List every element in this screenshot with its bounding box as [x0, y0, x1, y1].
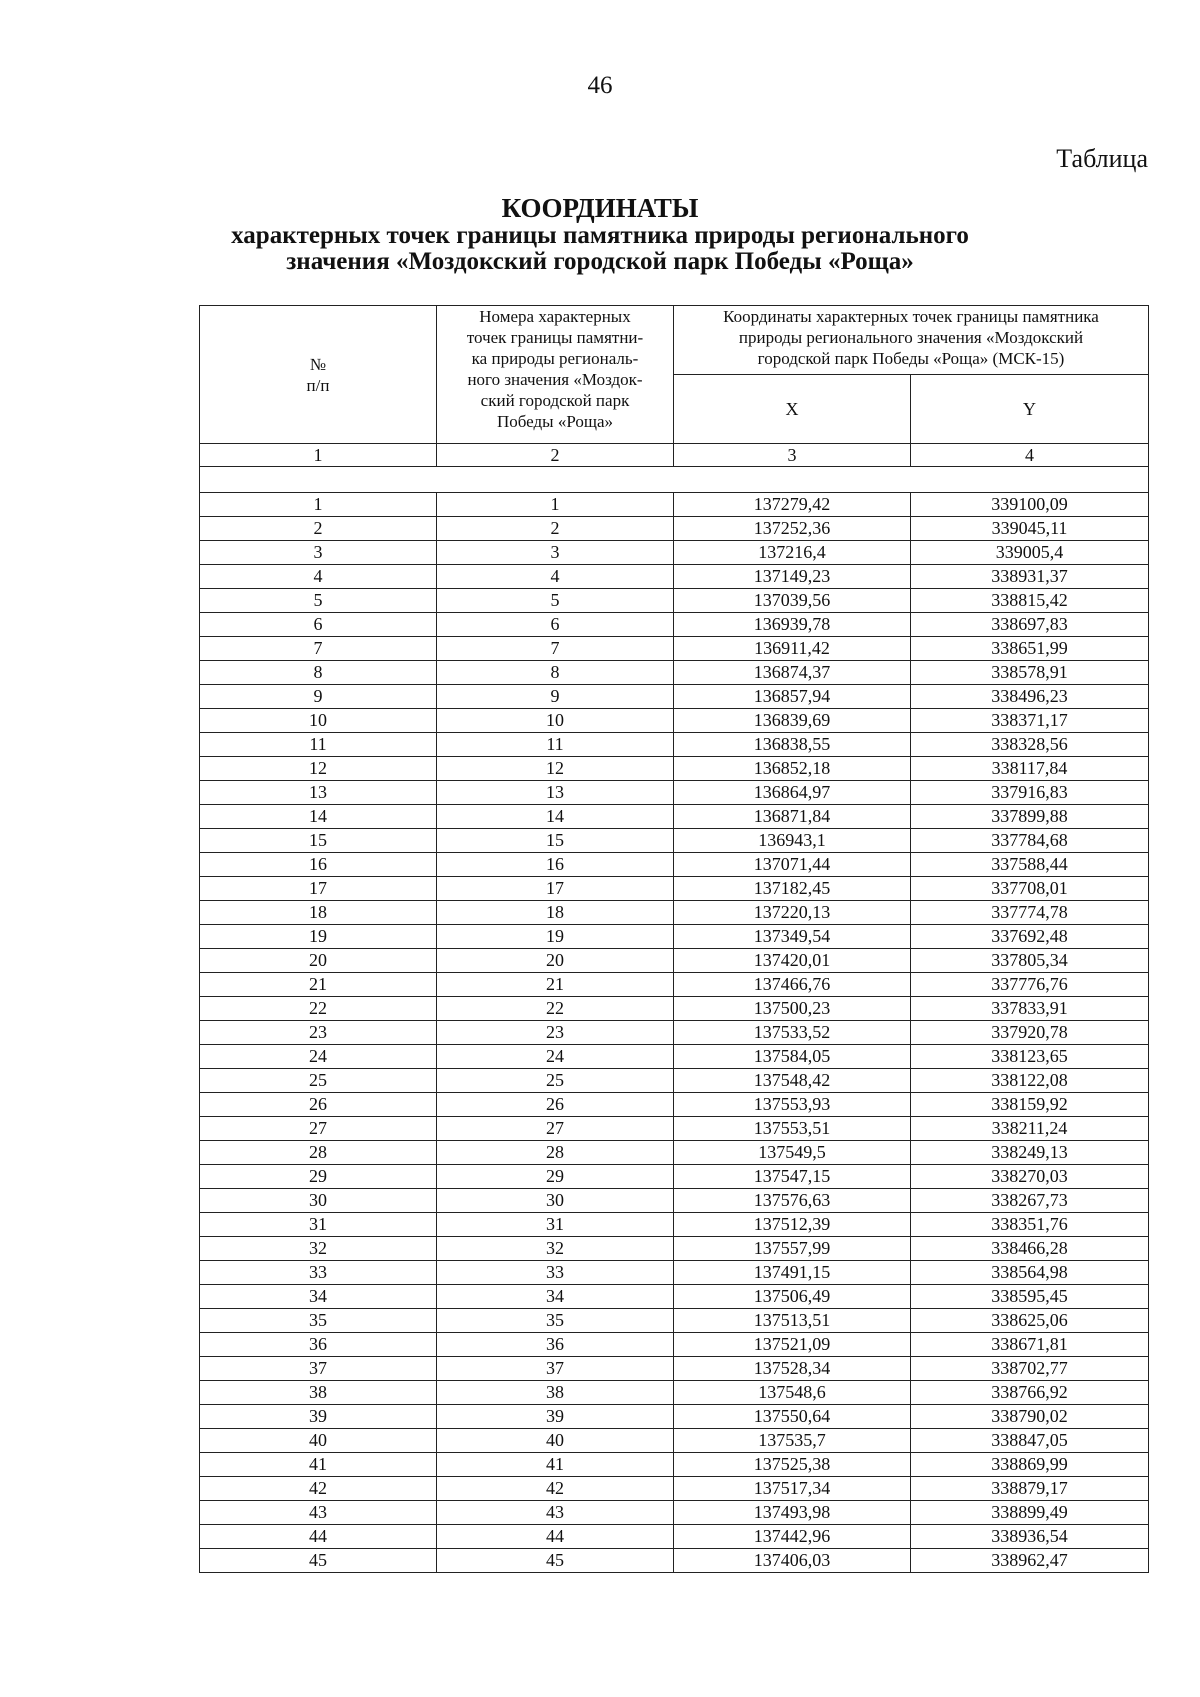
table-row	[200, 1141, 1149, 1165]
table-row	[200, 1477, 1149, 1501]
column-number: 4	[911, 444, 1149, 467]
cell-x: 137491,15	[674, 1261, 911, 1285]
cell-x: 137220,13	[674, 901, 911, 925]
cell-y: 338123,65	[911, 1045, 1149, 1069]
header-point-line: ка природы региональ-	[471, 349, 639, 368]
cell-point-number: 20	[437, 949, 674, 973]
cell-point-number: 45	[437, 1549, 674, 1573]
cell-x: 137442,96	[674, 1525, 911, 1549]
title-block	[0, 193, 1200, 275]
column-number: 3	[674, 444, 911, 467]
header-coordinates	[674, 306, 1149, 375]
cell-point-number: 43	[437, 1501, 674, 1525]
table-row	[200, 541, 1149, 565]
cell-y: 338211,24	[911, 1117, 1149, 1141]
cell-index: 45	[200, 1549, 437, 1573]
header-point-line: ного значения «Моздок-	[467, 370, 643, 389]
cell-index: 44	[200, 1525, 437, 1549]
cell-point-number: 40	[437, 1429, 674, 1453]
cell-y: 338122,08	[911, 1069, 1149, 1093]
cell-index: 32	[200, 1237, 437, 1261]
cell-point-number: 18	[437, 901, 674, 925]
cell-x: 137252,36	[674, 517, 911, 541]
table-body	[200, 493, 1149, 1573]
cell-y: 338936,54	[911, 1525, 1149, 1549]
cell-point-number: 27	[437, 1117, 674, 1141]
cell-x: 136911,42	[674, 637, 911, 661]
cell-point-number: 16	[437, 853, 674, 877]
cell-y: 337784,68	[911, 829, 1149, 853]
cell-x: 137500,23	[674, 997, 911, 1021]
header-coords-line: городской парк Победы «Роща» (МСК-15)	[757, 349, 1065, 368]
cell-x: 136857,94	[674, 685, 911, 709]
table-row	[200, 589, 1149, 613]
cell-index: 29	[200, 1165, 437, 1189]
table-row	[200, 661, 1149, 685]
cell-point-number: 30	[437, 1189, 674, 1213]
cell-x: 136839,69	[674, 709, 911, 733]
table-row	[200, 1261, 1149, 1285]
cell-index: 34	[200, 1285, 437, 1309]
cell-index: 6	[200, 613, 437, 637]
blank-row	[200, 467, 1149, 493]
cell-x: 137517,34	[674, 1477, 911, 1501]
cell-point-number: 28	[437, 1141, 674, 1165]
cell-y: 337776,76	[911, 973, 1149, 997]
cell-y: 338564,98	[911, 1261, 1149, 1285]
table-row	[200, 1285, 1149, 1309]
cell-point-number: 29	[437, 1165, 674, 1189]
cell-x: 137406,03	[674, 1549, 911, 1573]
cell-x: 137513,51	[674, 1309, 911, 1333]
cell-x: 137525,38	[674, 1453, 911, 1477]
cell-point-number: 31	[437, 1213, 674, 1237]
cell-index: 25	[200, 1069, 437, 1093]
cell-point-number: 5	[437, 589, 674, 613]
cell-point-number: 32	[437, 1237, 674, 1261]
cell-y: 338595,45	[911, 1285, 1149, 1309]
cell-x: 137420,01	[674, 949, 911, 973]
column-number: 2	[437, 444, 674, 467]
cell-index: 10	[200, 709, 437, 733]
header-point-line: ский городской парк	[480, 391, 630, 410]
cell-point-number: 26	[437, 1093, 674, 1117]
cell-x: 137279,42	[674, 493, 911, 517]
cell-index: 11	[200, 733, 437, 757]
header-point-number	[437, 306, 674, 444]
cell-point-number: 39	[437, 1405, 674, 1429]
table-row	[200, 1093, 1149, 1117]
cell-point-number: 9	[437, 685, 674, 709]
cell-index: 3	[200, 541, 437, 565]
cell-y: 338328,56	[911, 733, 1149, 757]
page-number: 46	[587, 72, 613, 99]
table-row	[200, 565, 1149, 589]
table-row	[200, 757, 1149, 781]
header-number	[200, 306, 437, 444]
cell-y: 338270,03	[911, 1165, 1149, 1189]
cell-index: 7	[200, 637, 437, 661]
cell-y: 338651,99	[911, 637, 1149, 661]
table-row	[200, 1309, 1149, 1333]
cell-index: 35	[200, 1309, 437, 1333]
cell-index: 23	[200, 1021, 437, 1045]
table-row	[200, 637, 1149, 661]
cell-y: 338249,13	[911, 1141, 1149, 1165]
cell-point-number: 34	[437, 1285, 674, 1309]
cell-index: 38	[200, 1381, 437, 1405]
cell-point-number: 7	[437, 637, 674, 661]
cell-point-number: 6	[437, 613, 674, 637]
cell-y: 338496,23	[911, 685, 1149, 709]
cell-x: 137216,4	[674, 541, 911, 565]
cell-x: 136864,97	[674, 781, 911, 805]
coordinates-table	[199, 305, 1149, 1573]
cell-index: 40	[200, 1429, 437, 1453]
cell-point-number: 37	[437, 1357, 674, 1381]
cell-x: 137466,76	[674, 973, 911, 997]
cell-y: 337774,78	[911, 901, 1149, 925]
header-number-line: №	[309, 354, 327, 374]
cell-y: 338766,92	[911, 1381, 1149, 1405]
cell-index: 17	[200, 877, 437, 901]
cell-index: 24	[200, 1045, 437, 1069]
cell-x: 137548,42	[674, 1069, 911, 1093]
cell-x: 137584,05	[674, 1045, 911, 1069]
blank-cell	[200, 467, 1149, 493]
header-x: X	[674, 375, 911, 444]
cell-index: 30	[200, 1189, 437, 1213]
table-row	[200, 1189, 1149, 1213]
cell-point-number: 44	[437, 1525, 674, 1549]
cell-index: 27	[200, 1117, 437, 1141]
cell-index: 2	[200, 517, 437, 541]
header-point-line: Победы «Роща»	[496, 412, 613, 431]
table-row	[200, 925, 1149, 949]
cell-x: 137349,54	[674, 925, 911, 949]
cell-x: 136874,37	[674, 661, 911, 685]
cell-x: 137521,09	[674, 1333, 911, 1357]
table-row	[200, 1381, 1149, 1405]
cell-point-number: 35	[437, 1309, 674, 1333]
table-row	[200, 1045, 1149, 1069]
cell-x: 137071,44	[674, 853, 911, 877]
cell-x: 137039,56	[674, 589, 911, 613]
cell-index: 12	[200, 757, 437, 781]
cell-y: 338371,17	[911, 709, 1149, 733]
table-row	[200, 901, 1149, 925]
cell-y: 339005,4	[911, 541, 1149, 565]
cell-index: 37	[200, 1357, 437, 1381]
header-point-line: точек границы памятни-	[466, 328, 644, 347]
table-row	[200, 1501, 1149, 1525]
cell-point-number: 22	[437, 997, 674, 1021]
title-main: КООРДИНАТЫ	[501, 193, 699, 223]
cell-y: 337920,78	[911, 1021, 1149, 1045]
cell-y: 337588,44	[911, 853, 1149, 877]
cell-y: 338847,05	[911, 1429, 1149, 1453]
cell-y: 337692,48	[911, 925, 1149, 949]
cell-x: 137528,34	[674, 1357, 911, 1381]
cell-index: 43	[200, 1501, 437, 1525]
header-number-line: п/п	[306, 375, 330, 395]
header-y: Y	[911, 375, 1149, 444]
cell-x: 137182,45	[674, 877, 911, 901]
cell-y: 338625,06	[911, 1309, 1149, 1333]
cell-index: 41	[200, 1453, 437, 1477]
cell-index: 4	[200, 565, 437, 589]
cell-index: 26	[200, 1093, 437, 1117]
cell-index: 21	[200, 973, 437, 997]
cell-point-number: 15	[437, 829, 674, 853]
table-row	[200, 685, 1149, 709]
cell-point-number: 12	[437, 757, 674, 781]
table-row	[200, 709, 1149, 733]
cell-x: 137506,49	[674, 1285, 911, 1309]
cell-point-number: 1	[437, 493, 674, 517]
cell-y: 338962,47	[911, 1549, 1149, 1573]
table-row	[200, 877, 1149, 901]
cell-point-number: 36	[437, 1333, 674, 1357]
cell-point-number: 10	[437, 709, 674, 733]
cell-y: 338879,17	[911, 1477, 1149, 1501]
cell-y: 338702,77	[911, 1357, 1149, 1381]
column-numbering-row	[200, 444, 1149, 467]
table-row	[200, 1069, 1149, 1093]
title-line-1: характерных точек границы памятника природы регионального	[231, 222, 969, 249]
cell-x: 136939,78	[674, 613, 911, 637]
table-row	[200, 1549, 1149, 1573]
cell-y: 338117,84	[911, 757, 1149, 781]
table-label: Таблица	[1056, 144, 1148, 173]
table-row	[200, 781, 1149, 805]
cell-x: 137533,52	[674, 1021, 911, 1045]
cell-x: 137553,51	[674, 1117, 911, 1141]
cell-index: 31	[200, 1213, 437, 1237]
cell-point-number: 38	[437, 1381, 674, 1405]
cell-x: 136871,84	[674, 805, 911, 829]
table-row	[200, 1333, 1149, 1357]
table-row	[200, 1021, 1149, 1045]
cell-point-number: 19	[437, 925, 674, 949]
table-row	[200, 1357, 1149, 1381]
cell-y: 337833,91	[911, 997, 1149, 1021]
cell-index: 5	[200, 589, 437, 613]
table-row	[200, 1165, 1149, 1189]
column-number: 1	[200, 444, 437, 467]
cell-y: 338815,42	[911, 589, 1149, 613]
cell-y: 338351,76	[911, 1213, 1149, 1237]
cell-y: 338697,83	[911, 613, 1149, 637]
cell-x: 137547,15	[674, 1165, 911, 1189]
cell-x: 137149,23	[674, 565, 911, 589]
cell-x: 137576,63	[674, 1189, 911, 1213]
cell-y: 338267,73	[911, 1189, 1149, 1213]
table-row	[200, 1405, 1149, 1429]
table-row	[200, 1453, 1149, 1477]
cell-y: 339045,11	[911, 517, 1149, 541]
table-row	[200, 949, 1149, 973]
table-row	[200, 829, 1149, 853]
cell-y: 338869,99	[911, 1453, 1149, 1477]
table-row	[200, 1237, 1149, 1261]
cell-y: 338790,02	[911, 1405, 1149, 1429]
cell-y: 337916,83	[911, 781, 1149, 805]
table-row	[200, 517, 1149, 541]
cell-point-number: 41	[437, 1453, 674, 1477]
cell-x: 137512,39	[674, 1213, 911, 1237]
table-row	[200, 1429, 1149, 1453]
cell-y: 338671,81	[911, 1333, 1149, 1357]
cell-y: 337899,88	[911, 805, 1149, 829]
cell-index: 36	[200, 1333, 437, 1357]
cell-point-number: 13	[437, 781, 674, 805]
cell-point-number: 25	[437, 1069, 674, 1093]
header-coords-line: Координаты характерных точек границы памятника	[723, 307, 1099, 326]
cell-point-number: 2	[437, 517, 674, 541]
cell-y: 338899,49	[911, 1501, 1149, 1525]
cell-y: 338931,37	[911, 565, 1149, 589]
cell-index: 9	[200, 685, 437, 709]
cell-point-number: 17	[437, 877, 674, 901]
header-point-line: Номера характерных	[479, 307, 631, 326]
cell-index: 13	[200, 781, 437, 805]
cell-y: 339100,09	[911, 493, 1149, 517]
cell-index: 1	[200, 493, 437, 517]
cell-y: 338466,28	[911, 1237, 1149, 1261]
table-row	[200, 805, 1149, 829]
cell-point-number: 8	[437, 661, 674, 685]
table-row	[200, 997, 1149, 1021]
cell-index: 19	[200, 925, 437, 949]
cell-index: 8	[200, 661, 437, 685]
cell-point-number: 21	[437, 973, 674, 997]
cell-x: 136838,55	[674, 733, 911, 757]
table-row	[200, 1525, 1149, 1549]
cell-index: 39	[200, 1405, 437, 1429]
cell-x: 136943,1	[674, 829, 911, 853]
cell-index: 20	[200, 949, 437, 973]
cell-y: 338159,92	[911, 1093, 1149, 1117]
cell-index: 33	[200, 1261, 437, 1285]
cell-point-number: 3	[437, 541, 674, 565]
cell-point-number: 24	[437, 1045, 674, 1069]
table-row	[200, 1213, 1149, 1237]
table-row	[200, 853, 1149, 877]
table-row	[200, 613, 1149, 637]
cell-index: 14	[200, 805, 437, 829]
title-line-2: значения «Моздокский городской парк Победы «Роща»	[286, 248, 914, 275]
header-coords-line: природы регионального значения «Моздокский	[738, 328, 1084, 347]
cell-index: 28	[200, 1141, 437, 1165]
cell-point-number: 4	[437, 565, 674, 589]
cell-y: 338578,91	[911, 661, 1149, 685]
cell-y: 337805,34	[911, 949, 1149, 973]
cell-index: 18	[200, 901, 437, 925]
cell-y: 337708,01	[911, 877, 1149, 901]
cell-index: 22	[200, 997, 437, 1021]
cell-index: 15	[200, 829, 437, 853]
cell-point-number: 33	[437, 1261, 674, 1285]
cell-x: 137493,98	[674, 1501, 911, 1525]
table-row	[200, 733, 1149, 757]
cell-x: 137550,64	[674, 1405, 911, 1429]
cell-point-number: 14	[437, 805, 674, 829]
table-row	[200, 1117, 1149, 1141]
cell-x: 137535,7	[674, 1429, 911, 1453]
cell-x: 137549,5	[674, 1141, 911, 1165]
cell-index: 42	[200, 1477, 437, 1501]
table-row	[200, 973, 1149, 997]
cell-point-number: 42	[437, 1477, 674, 1501]
table-row	[200, 493, 1149, 517]
cell-x: 137548,6	[674, 1381, 911, 1405]
cell-point-number: 11	[437, 733, 674, 757]
cell-point-number: 23	[437, 1021, 674, 1045]
cell-x: 137553,93	[674, 1093, 911, 1117]
cell-x: 136852,18	[674, 757, 911, 781]
cell-x: 137557,99	[674, 1237, 911, 1261]
cell-index: 16	[200, 853, 437, 877]
